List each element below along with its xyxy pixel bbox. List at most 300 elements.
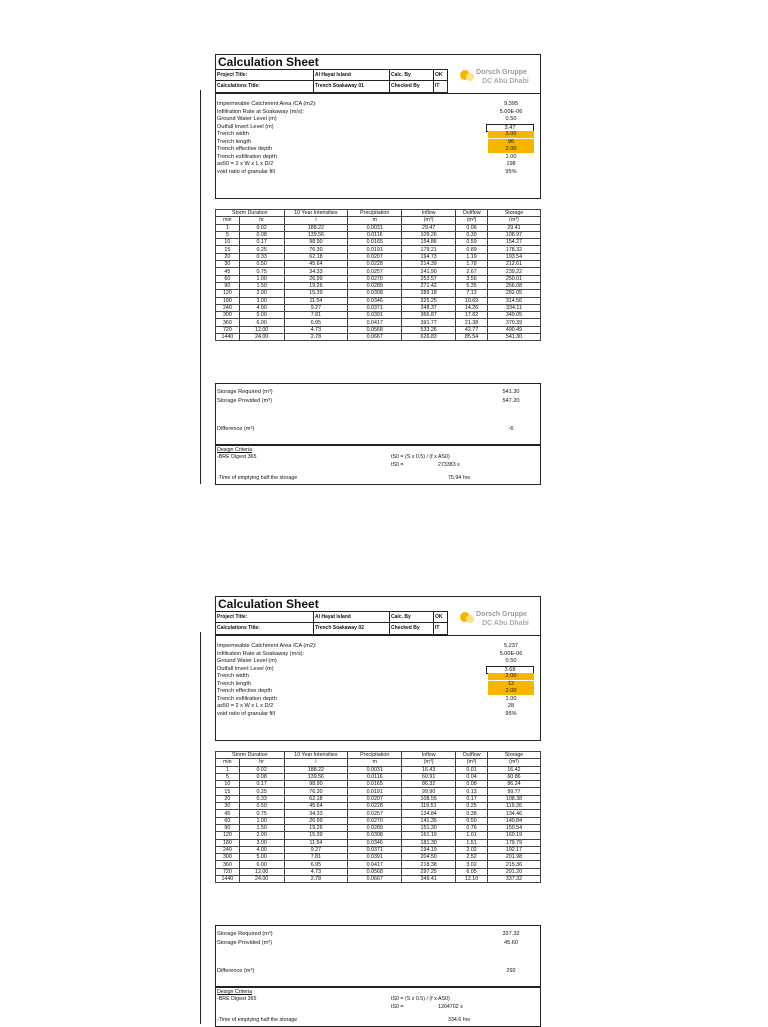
inflow-cell: 533.26	[402, 326, 456, 333]
duration-hr-cell: 1.00	[239, 817, 284, 824]
duration-min-cell: 10	[216, 781, 240, 788]
precipitation-cell: 0.0270	[348, 817, 402, 824]
design-criteria-title: Design Criteria	[217, 447, 253, 453]
outflow-cell: 14.26	[456, 304, 488, 311]
logo-name: Dorsch Gruppe	[476, 69, 527, 76]
table-row	[216, 261, 541, 268]
outflow-cell: 0.59	[456, 239, 488, 246]
inflow-cell: 194.19	[402, 846, 456, 853]
time-emptying-hours: 75.94 hrs	[448, 475, 471, 481]
duration-min-cell: 1	[216, 766, 240, 773]
table-row	[216, 817, 541, 824]
outfall-invert-level-value: 3.47	[486, 124, 534, 132]
outflow-cell: 21.38	[456, 319, 488, 326]
table-row	[216, 876, 541, 883]
duration-min-cell: 45	[216, 810, 240, 817]
storage-cell: 266.08	[487, 282, 540, 289]
trench-width-label: Trench width	[217, 131, 249, 137]
inflow-cell: 108.55	[402, 795, 456, 802]
table-unit-row	[216, 217, 541, 224]
inflow-cell: 325.25	[402, 297, 456, 304]
duration-min-cell: 10	[216, 239, 240, 246]
duration-hr-cell: 6.00	[239, 319, 284, 326]
trench-length-label: Trench length	[217, 138, 251, 145]
checked-by-value: IT	[434, 81, 448, 92]
as50-label: as50 = 2 x W x L x D/2	[217, 161, 274, 167]
ts0-seconds: 1204702 s	[438, 1004, 463, 1010]
ground-water-level-value: 0.50	[505, 116, 517, 122]
intensity-cell: 76.30	[284, 246, 348, 253]
duration-hr-cell: 12.00	[239, 868, 284, 875]
intensity-cell: 6.95	[284, 861, 348, 868]
trench-exfiltration-depth-value: 1.00	[505, 153, 517, 160]
trench-effective-depth-label: Trench effective depth	[217, 688, 273, 694]
storage-cell: 337.32	[487, 876, 540, 883]
duration-min-cell: 240	[216, 304, 240, 311]
ground-water-level-row	[217, 116, 539, 123]
void-ratio-row	[217, 711, 539, 718]
storage-cell: 334.11	[487, 304, 540, 311]
void-ratio-value: 95%	[505, 168, 517, 175]
intensity-cell: 4.73	[284, 326, 348, 333]
ts0-formula: tS0 = (S x 0.5) / (f x AS0)	[391, 996, 450, 1002]
intensity-cell: 98.90	[284, 781, 348, 788]
storage-provided-row	[217, 397, 539, 405]
duration-min-cell: 90	[216, 824, 240, 831]
unit-header: m	[348, 217, 402, 224]
duration-hr-cell: 0.08	[239, 231, 284, 238]
margin-line-top	[200, 90, 201, 484]
trench-width-row	[217, 673, 539, 680]
storage-cell: 291.20	[487, 868, 540, 875]
unit-header: i	[284, 759, 348, 766]
duration-hr-cell: 0.02	[239, 766, 284, 773]
outfall-invert-level-row	[217, 124, 539, 131]
precipitation-cell: 0.0257	[348, 810, 402, 817]
ground-water-level-value: 0.50	[505, 658, 517, 664]
precipitation-cell: 0.0308	[348, 832, 402, 839]
ts0-formula: tS0 = (S x 0.5) / (f x AS0)	[391, 454, 450, 460]
duration-hr-cell: 3.00	[239, 297, 284, 304]
column-header: Inflow	[402, 210, 456, 217]
storage-cell: 201.98	[487, 854, 540, 861]
storage-cell: 541.30	[487, 334, 540, 341]
duration-min-cell: 180	[216, 839, 240, 846]
duration-hr-cell: 5.00	[239, 312, 284, 319]
inflow-cell: 271.42	[402, 282, 456, 289]
calc-by-value: OK	[434, 612, 448, 623]
column-header: Precipitation	[348, 210, 402, 217]
duration-min-cell: 15	[216, 246, 240, 253]
inflow-cell: 214.39	[402, 261, 456, 268]
storage-cell: 178.32	[487, 246, 540, 253]
table-row	[216, 224, 541, 231]
precipitation-cell: 0.0289	[348, 824, 402, 831]
intensity-cell: 2.78	[284, 334, 348, 341]
catchment-area-value: 5,237	[504, 643, 518, 649]
outfall-invert-level-label: Outfall Invert Level (m)	[217, 665, 274, 672]
catchment-area-row	[217, 643, 539, 650]
design-criteria-block	[215, 987, 541, 1027]
calculation-sheet-1	[215, 54, 541, 481]
project-title-value: Al Hayat Island	[314, 612, 390, 623]
storage-required-value: 541.30	[502, 389, 520, 395]
trench-exfiltration-depth-row	[217, 696, 539, 703]
outflow-cell: 12.10	[456, 876, 488, 883]
calculations-title-value: Trench Soakaway 01	[314, 81, 390, 92]
outflow-cell: 3.56	[456, 275, 488, 282]
calculations-title-label: Calculations Title:	[216, 623, 314, 634]
inflow-cell: 109.26	[402, 231, 456, 238]
inflow-cell: 297.25	[402, 868, 456, 875]
column-header: Storm Duration	[216, 752, 285, 759]
duration-min-cell: 90	[216, 282, 240, 289]
outflow-cell: 85.54	[456, 334, 488, 341]
logo-mark-accent-icon	[466, 73, 474, 81]
ts0-label: tS0 =	[391, 462, 404, 468]
calculations-title-label: Calculations Title:	[216, 81, 314, 92]
intensity-cell: 2.78	[284, 876, 348, 883]
storage-cell: 86.24	[487, 781, 540, 788]
trench-width-row	[217, 131, 539, 138]
storage-cell: 193.54	[487, 253, 540, 260]
intensity-cell: 139.56	[284, 773, 348, 780]
intensity-cell: 45.64	[284, 803, 348, 810]
duration-min-cell: 120	[216, 832, 240, 839]
duration-hr-cell: 0.17	[239, 781, 284, 788]
sheet-header	[215, 54, 541, 94]
outflow-cell: 0.38	[456, 810, 488, 817]
duration-min-cell: 180	[216, 297, 240, 304]
outflow-cell: 10.69	[456, 297, 488, 304]
ground-water-level-label: Ground Water Level (m)	[217, 658, 277, 664]
unit-header: hr	[239, 759, 284, 766]
duration-hr-cell: 12.00	[239, 326, 284, 333]
trench-length-value: 12	[488, 681, 534, 688]
precipitation-cell: 0.0417	[348, 319, 402, 326]
inflow-cell: 161.19	[402, 832, 456, 839]
inflow-cell: 29.47	[402, 224, 456, 231]
infiltration-rate-label: Infiltration Rate at Soakaway (m/s):	[217, 108, 305, 115]
precipitation-cell: 0.0568	[348, 326, 402, 333]
duration-min-cell: 1440	[216, 876, 240, 883]
table-row	[216, 781, 541, 788]
table-row	[216, 861, 541, 868]
column-header: Outflow	[456, 752, 488, 759]
storage-cell: 154.27	[487, 239, 540, 246]
duration-hr-cell: 0.75	[239, 268, 284, 275]
ts0-seconds: 273383 s	[438, 462, 460, 468]
trench-width-value: 2.00	[488, 673, 534, 680]
storage-cell: 108.97	[487, 231, 540, 238]
outflow-cell: 5.35	[456, 282, 488, 289]
column-header: Precipitation	[348, 752, 402, 759]
sheet-title: Calculation Sheet	[218, 55, 319, 69]
project-title-label: Project Title:	[216, 612, 314, 623]
table-unit-row	[216, 759, 541, 766]
storage-cell: 160.19	[487, 832, 540, 839]
intensity-cell: 15.39	[284, 290, 348, 297]
duration-min-cell: 240	[216, 846, 240, 853]
storage-cell: 490.49	[487, 326, 540, 333]
table-row	[216, 253, 541, 260]
precipitation-cell: 0.0257	[348, 268, 402, 275]
intensity-cell: 98.90	[284, 239, 348, 246]
infiltration-rate-value: 5.00E-06	[499, 108, 523, 115]
storage-cell: 150.54	[487, 824, 540, 831]
sheet-header	[215, 596, 541, 636]
duration-min-cell: 30	[216, 261, 240, 268]
storage-cell: 370.39	[487, 319, 540, 326]
precipitation-cell: 0.0391	[348, 312, 402, 319]
outflow-cell: 2.02	[456, 846, 488, 853]
duration-hr-cell: 0.25	[239, 788, 284, 795]
inflow-cell: 348.37	[402, 304, 456, 311]
storage-provided-value: 45.60	[504, 940, 518, 946]
difference-value: 292	[506, 968, 516, 974]
parameters-block	[215, 636, 541, 741]
inflow-cell: 218.38	[402, 861, 456, 868]
inflow-cell: 86.32	[402, 781, 456, 788]
inflow-cell: 154.86	[402, 239, 456, 246]
duration-hr-cell: 2.00	[239, 290, 284, 297]
inflow-cell: 151.30	[402, 824, 456, 831]
inflow-cell: 194.73	[402, 253, 456, 260]
precipitation-cell: 0.0207	[348, 795, 402, 802]
catchment-area-value: 9,395	[504, 101, 518, 107]
void-ratio-value: 95%	[505, 710, 517, 717]
table-row	[216, 824, 541, 831]
inflow-cell: 204.50	[402, 854, 456, 861]
duration-hr-cell: 4.00	[239, 846, 284, 853]
catchment-area-row	[217, 101, 539, 108]
bre-digest-text: -BRE Digest 365	[217, 454, 257, 460]
calc-by-label: Calc. By	[390, 70, 434, 81]
outflow-cell: 0.17	[456, 795, 488, 802]
table-row	[216, 810, 541, 817]
outflow-cell: 17.82	[456, 312, 488, 319]
duration-hr-cell: 5.00	[239, 854, 284, 861]
intensity-cell: 34.33	[284, 810, 348, 817]
unit-header: (m³)	[402, 759, 456, 766]
header-row-calculations	[216, 622, 448, 635]
inflow-cell: 391.77	[402, 319, 456, 326]
void-ratio-label: void ratio of granular fill	[217, 710, 275, 717]
inflow-cell: 60.91	[402, 773, 456, 780]
duration-hr-cell: 0.33	[239, 253, 284, 260]
project-title-label: Project Title:	[216, 70, 314, 81]
duration-hr-cell: 0.08	[239, 773, 284, 780]
inflow-cell: 179.21	[402, 246, 456, 253]
intensity-cell: 76.30	[284, 788, 348, 795]
ts0-label: tS0 =	[391, 1004, 404, 1010]
column-header: Storage	[487, 210, 540, 217]
table-row	[216, 326, 541, 333]
unit-header: (m³)	[456, 217, 488, 224]
inflow-cell: 119.51	[402, 803, 456, 810]
intensity-cell: 26.99	[284, 817, 348, 824]
unit-header: (m³)	[487, 759, 540, 766]
storage-cell: 250.01	[487, 275, 540, 282]
storm-table	[215, 209, 541, 341]
outflow-cell: 2.67	[456, 268, 488, 275]
logo-name: Dorsch Gruppe	[476, 611, 527, 618]
duration-min-cell: 20	[216, 253, 240, 260]
unit-header: min	[216, 759, 240, 766]
sheet-title: Calculation Sheet	[218, 597, 319, 611]
duration-hr-cell: 3.00	[239, 839, 284, 846]
outflow-cell: 0.30	[456, 231, 488, 238]
duration-min-cell: 5	[216, 231, 240, 238]
logo-office: DC Abu Dhabi	[482, 78, 529, 85]
outflow-cell: 0.25	[456, 803, 488, 810]
outflow-cell: 2.52	[456, 854, 488, 861]
unit-header: min	[216, 217, 240, 224]
unit-header: (m³)	[402, 217, 456, 224]
duration-hr-cell: 0.17	[239, 239, 284, 246]
storage-required-value: 337.32	[502, 931, 520, 937]
intensity-cell: 188.22	[284, 224, 348, 231]
duration-hr-cell: 4.00	[239, 304, 284, 311]
inflow-cell: 16.43	[402, 766, 456, 773]
table-row	[216, 803, 541, 810]
table-row	[216, 832, 541, 839]
table-row	[216, 334, 541, 341]
duration-min-cell: 300	[216, 854, 240, 861]
precipitation-cell: 0.0116	[348, 773, 402, 780]
inflow-cell: 366.87	[402, 312, 456, 319]
precipitation-cell: 0.0568	[348, 868, 402, 875]
inflow-cell: 134.84	[402, 810, 456, 817]
duration-hr-cell: 24.00	[239, 334, 284, 341]
storage-cell: 60.86	[487, 773, 540, 780]
duration-min-cell: 30	[216, 803, 240, 810]
intensity-cell: 15.39	[284, 832, 348, 839]
margin-line-bottom	[200, 632, 201, 1024]
intensity-cell: 19.26	[284, 824, 348, 831]
outflow-cell: 0.13	[456, 788, 488, 795]
trench-effective-depth-value: 2.00	[488, 146, 534, 153]
table-row	[216, 246, 541, 253]
duration-hr-cell: 1.00	[239, 275, 284, 282]
calculation-sheet-2	[215, 596, 541, 1023]
as50-value: 28	[507, 703, 515, 709]
storage-cell: 282.05	[487, 290, 540, 297]
duration-min-cell: 360	[216, 861, 240, 868]
difference-value: -6	[508, 426, 514, 432]
outflow-cell: 0.01	[456, 766, 488, 773]
storage-cell: 192.17	[487, 846, 540, 853]
void-ratio-label: void ratio of granular fill	[217, 168, 275, 175]
precipitation-cell: 0.0031	[348, 224, 402, 231]
duration-hr-cell: 0.25	[239, 246, 284, 253]
table-row	[216, 846, 541, 853]
precipitation-cell: 0.0346	[348, 839, 402, 846]
trench-effective-depth-value: 2.00	[488, 688, 534, 695]
outflow-cell: 0.04	[456, 773, 488, 780]
precipitation-cell: 0.0191	[348, 246, 402, 253]
inflow-cell: 626.83	[402, 334, 456, 341]
storage-cell: 239.22	[487, 268, 540, 275]
precipitation-cell: 0.0228	[348, 261, 402, 268]
duration-min-cell: 60	[216, 817, 240, 824]
difference-row	[217, 425, 539, 433]
trench-exfiltration-depth-row	[217, 154, 539, 161]
duration-hr-cell: 0.50	[239, 261, 284, 268]
inflow-cell: 349.41	[402, 876, 456, 883]
precipitation-cell: 0.0667	[348, 876, 402, 883]
ground-water-level-label: Ground Water Level (m)	[217, 116, 277, 122]
precipitation-cell: 0.0165	[348, 239, 402, 246]
design-criteria-block	[215, 445, 541, 485]
time-emptying-label: -Time of emptying half the storage	[217, 1017, 298, 1023]
precipitation-cell: 0.0417	[348, 861, 402, 868]
duration-min-cell: 120	[216, 290, 240, 297]
table-row	[216, 868, 541, 875]
storage-provided-row	[217, 939, 539, 947]
calc-by-label: Calc. By	[390, 612, 434, 623]
intensity-cell: 34.33	[284, 268, 348, 275]
precipitation-cell: 0.0371	[348, 846, 402, 853]
trench-effective-depth-row	[217, 146, 539, 153]
outflow-cell: 0.76	[456, 824, 488, 831]
as50-label: as50 = 2 x W x L x D/2	[217, 703, 274, 709]
table-row	[216, 231, 541, 238]
catchment-area-label: Impermeable Catchment Area /CA (m2):	[217, 643, 317, 649]
trench-length-value: 96	[488, 139, 534, 146]
storage-required-row	[217, 930, 539, 938]
unit-header: (m³)	[487, 217, 540, 224]
intensity-cell: 62.18	[284, 253, 348, 260]
duration-min-cell: 60	[216, 275, 240, 282]
unit-header: (m³)	[456, 759, 488, 766]
unit-header: m	[348, 759, 402, 766]
inflow-cell: 253.57	[402, 275, 456, 282]
duration-hr-cell: 1.50	[239, 282, 284, 289]
storage-cell: 119.26	[487, 803, 540, 810]
infiltration-rate-value: 5.00E-06	[499, 650, 523, 657]
table-row	[216, 854, 541, 861]
storage-required-label: Storage Required (m³)	[217, 931, 273, 937]
duration-min-cell: 720	[216, 868, 240, 875]
duration-min-cell: 360	[216, 319, 240, 326]
trench-exfiltration-depth-label: Trench exfiltration depth	[217, 153, 277, 160]
table-row	[216, 766, 541, 773]
intensity-cell: 7.81	[284, 312, 348, 319]
storage-provided-label: Storage Provided (m³)	[217, 940, 273, 946]
inflow-cell: 141.35	[402, 817, 456, 824]
trench-length-row	[217, 139, 539, 146]
table-row	[216, 788, 541, 795]
precipitation-cell: 0.0667	[348, 334, 402, 341]
logo-mark-accent-icon	[466, 615, 474, 623]
difference-label: Difference (m³)	[217, 968, 255, 974]
intensity-cell: 11.54	[284, 839, 348, 846]
storage-cell: 16.42	[487, 766, 540, 773]
inflow-cell: 99.90	[402, 788, 456, 795]
storage-cell: 349.05	[487, 312, 540, 319]
checked-by-label: Checked By	[390, 623, 434, 634]
column-header: Inflow	[402, 752, 456, 759]
intensity-cell: 188.22	[284, 766, 348, 773]
duration-min-cell: 1440	[216, 334, 240, 341]
trench-width-label: Trench width	[217, 673, 249, 679]
storage-cell: 99.77	[487, 788, 540, 795]
outflow-cell: 0.50	[456, 817, 488, 824]
column-header: Outflow	[456, 210, 488, 217]
duration-hr-cell: 1.50	[239, 824, 284, 831]
trench-exfiltration-depth-value: 1.00	[505, 695, 517, 702]
